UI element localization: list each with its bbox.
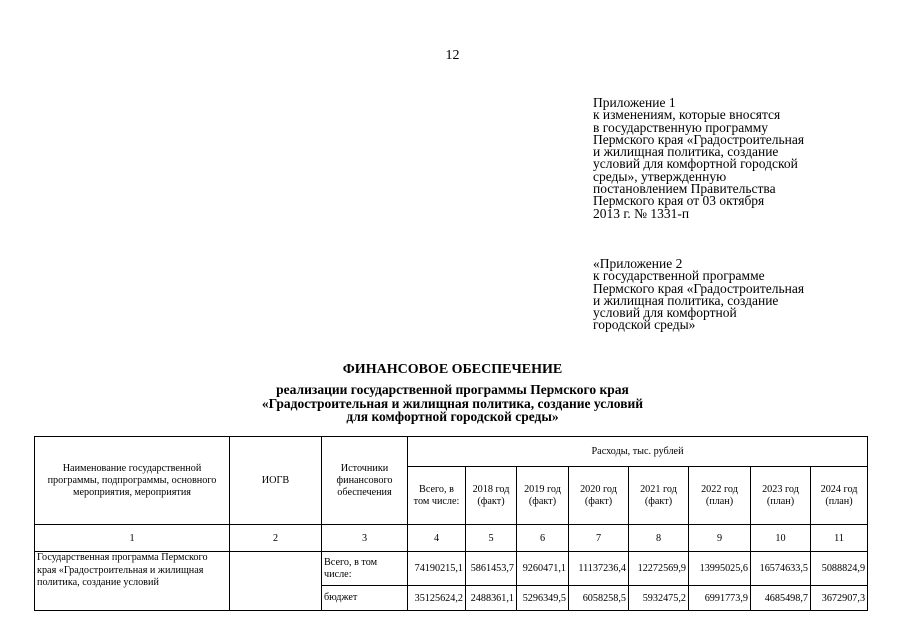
value-cell: 12272569,9: [629, 552, 689, 586]
value-cell: 13995025,6: [689, 552, 751, 586]
value-cell: 74190215,1: [408, 552, 466, 586]
value-cell: 35125624,2: [408, 586, 466, 611]
column-number: 3: [322, 525, 408, 552]
header-name: Наименование государственной программы, подпрограммы, основного мероприятия, мероприятия: [35, 437, 230, 525]
column-number: 6: [517, 525, 569, 552]
value-cell: 5296349,5: [517, 586, 569, 611]
value-cell: 16574633,5: [751, 552, 811, 586]
value-cell: 9260471,1: [517, 552, 569, 586]
header-source: Источники финансового обеспечения: [322, 437, 408, 525]
header-year-2021: 2021 год (факт): [629, 467, 689, 525]
document-subtitle: реализации государственной программы Пермского края «Градостроительная и жилищная политика, создание условий для комфортной городской среды»: [261, 382, 644, 424]
value-cell: 6991773,9: [689, 586, 751, 611]
value-cell: 6058258,5: [569, 586, 629, 611]
header-iogv: ИОГВ: [230, 437, 322, 525]
column-number: 7: [569, 525, 629, 552]
table-row: [35, 552, 868, 586]
appendix-2-note: «Приложение 2 к государственной программе Пермского края «Градостроительная и жилищная политика, создание условий для комфортной городской среды»: [593, 256, 805, 333]
column-number: 5: [466, 525, 517, 552]
value-cell: 2488361,1: [466, 586, 517, 611]
column-number: 8: [629, 525, 689, 552]
column-number: 9: [689, 525, 751, 552]
value-cell: 5861453,7: [466, 552, 517, 586]
program-iogv: [230, 552, 322, 611]
header-total: Всего, в том числе:: [408, 467, 466, 525]
value-cell: 5932475,2: [629, 586, 689, 611]
header-year-2023: 2023 год (план): [751, 467, 811, 525]
column-number: 4: [408, 525, 466, 552]
source-cell: бюджет: [322, 586, 408, 611]
value-cell: 4685498,7: [751, 586, 811, 611]
column-number: 11: [811, 525, 868, 552]
value-cell: 3672907,3: [811, 586, 868, 611]
header-year-2022: 2022 год (план): [689, 467, 751, 525]
value-cell: 5088824,9: [811, 552, 868, 586]
value-cell: 11137236,4: [569, 552, 629, 586]
source-cell: Всего, в том числе:: [322, 552, 408, 586]
column-number: 2: [230, 525, 322, 552]
header-expenses: Расходы, тыс. рублей: [408, 437, 868, 467]
column-number-row: [35, 525, 868, 552]
header-year-2024: 2024 год (план): [811, 467, 868, 525]
program-name: Государственная программа Пермского края «Градостроительная и жилищная политика, создание условий: [35, 552, 230, 611]
page-number: 12: [445, 48, 460, 63]
financing-table: [34, 436, 868, 611]
header-year-2018: 2018 год (факт): [466, 467, 517, 525]
appendix-1-note: Приложение 1 к изменениям, которые вносятся в государственную программу Пермского края «Градостроительная и жилищная политика, создание условий для комфортной городской среды», утвержденную постановлением Правительства Пермского края от 03 октября 2013 г. № 1331-п: [593, 95, 805, 221]
column-number: 1: [35, 525, 230, 552]
header-year-2019: 2019 год (факт): [517, 467, 569, 525]
column-number: 10: [751, 525, 811, 552]
header-year-2020: 2020 год (факт): [569, 467, 629, 525]
document-title: ФИНАНСОВОЕ ОБЕСПЕЧЕНИЕ: [342, 362, 563, 377]
